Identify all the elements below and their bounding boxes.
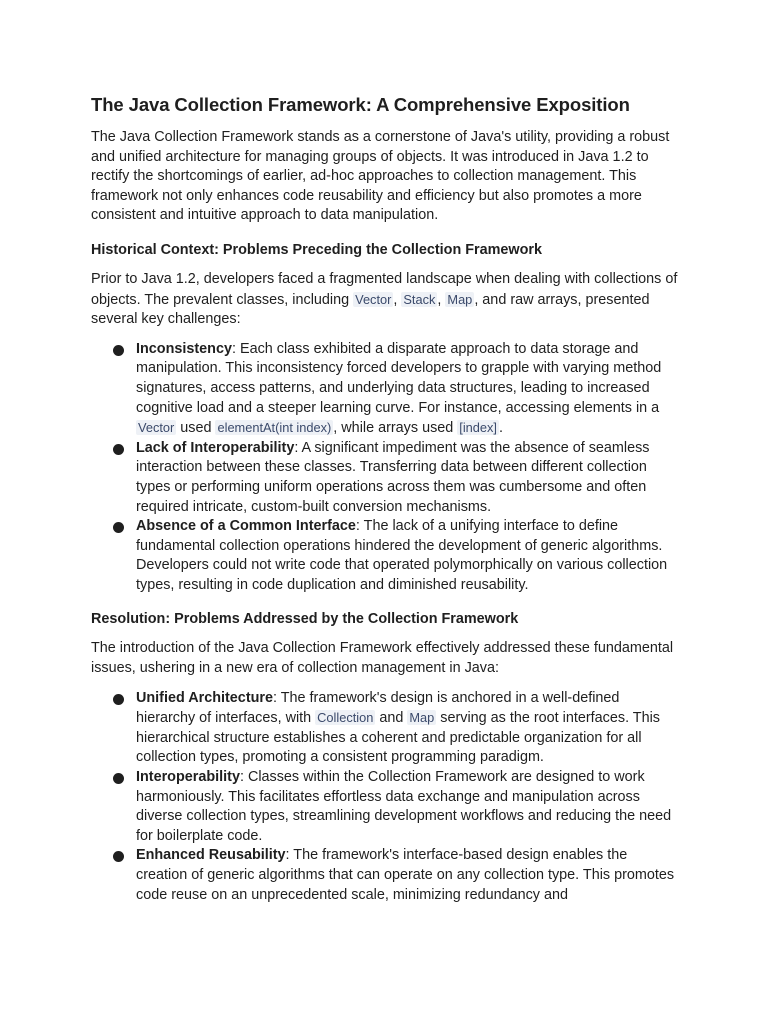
list-item: Enhanced Reusability: The framework's interface-based design enables the creation of generic algorithms that can operate on any collection type. This promotes code reuse on an unprecedented scale, minimizing redundancy and	[136, 846, 681, 905]
bullet-icon	[113, 851, 124, 862]
list-item: Absence of a Common Interface: The lack of a unifying interface to define fundamental collection operations hindered the development of generic algorithms. Developers could not write code that operated polymorphically on various collection types, resulting in code duplication and diminished reusability.	[136, 517, 681, 595]
historical-paragraph: Prior to Java 1.2, developers faced a fragmented landscape when dealing with collections of objects. The prevalent classes, including Vector , Stack , Map , and raw arrays, presented several key challenges:	[91, 270, 678, 328]
list-item: Unified Architecture: The framework's design is anchored in a well-defined hierarchy of interfaces, with Collection and Map serving as the root interfaces. This hierarchical structure establishes a coherent and predictable organization for all collection types, promoting a consistent programming paradigm.	[136, 689, 681, 768]
code-elementat: elementAt(int index)	[217, 420, 332, 436]
bullet-icon	[113, 694, 124, 705]
list-item: Interoperability: Classes within the Collection Framework are designed to work harmoniously. This facilitates effortless data exchange and manipulation across diverse collection types, streamlining development workflows and reducing the need for boilerplate code.	[136, 768, 681, 846]
historical-list	[91, 340, 681, 596]
code-vector: Vector	[138, 420, 175, 436]
bullet-icon	[113, 444, 124, 455]
page-title: The Java Collection Framework: A Comprehensive Exposition	[91, 94, 630, 115]
resolution-list	[91, 689, 681, 906]
list-item: Inconsistency: Each class exhibited a disparate approach to data storage and manipulation. This inconsistency forced developers to grapple with varying method signatures, access patterns, and underlying data structures, leading to increased cognitive load and a steeper learning curve. For instance, accessing elements in a Vector used elementAt(int index) , while arrays used [index] .	[136, 340, 681, 439]
document-page	[91, 92, 681, 905]
bullet-icon	[113, 522, 124, 533]
code-map: Map	[447, 291, 473, 307]
code-stack: Stack	[403, 291, 436, 307]
resolution-heading: Resolution: Problems Addressed by the Collection Framework	[91, 611, 519, 628]
code-index: [index]	[459, 420, 497, 436]
bullet-icon	[113, 773, 124, 784]
list-item: Lack of Interoperability: A significant impediment was the absence of seamless interaction between these classes. Transferring data between different collection types or performing uniform operations across them was cumbersome and often required intricate, custom-built conversion mechanisms.	[136, 439, 681, 517]
bullet-icon	[113, 345, 124, 356]
code-collection: Collection	[317, 710, 374, 726]
intro-paragraph: The Java Collection Framework stands as a cornerstone of Java's utility, providing a robust and unified architecture for managing groups of objects. It was introduced in Java 1.2 to rectify the shortcomings of earlier, ad-hoc approaches to collection management. This framework not only enhances code reusability and efficiency but also promotes a more consistent and intuitive approach to data manipulation.	[91, 129, 670, 224]
code-vector: Vector	[355, 291, 392, 307]
historical-heading: Historical Context: Problems Preceding the Collection Framework	[91, 241, 543, 258]
resolution-paragraph: The introduction of the Java Collection Framework effectively addressed these fundamental issues, ushering in a new era of collection management in Java:	[91, 640, 674, 677]
code-map: Map	[409, 710, 435, 726]
